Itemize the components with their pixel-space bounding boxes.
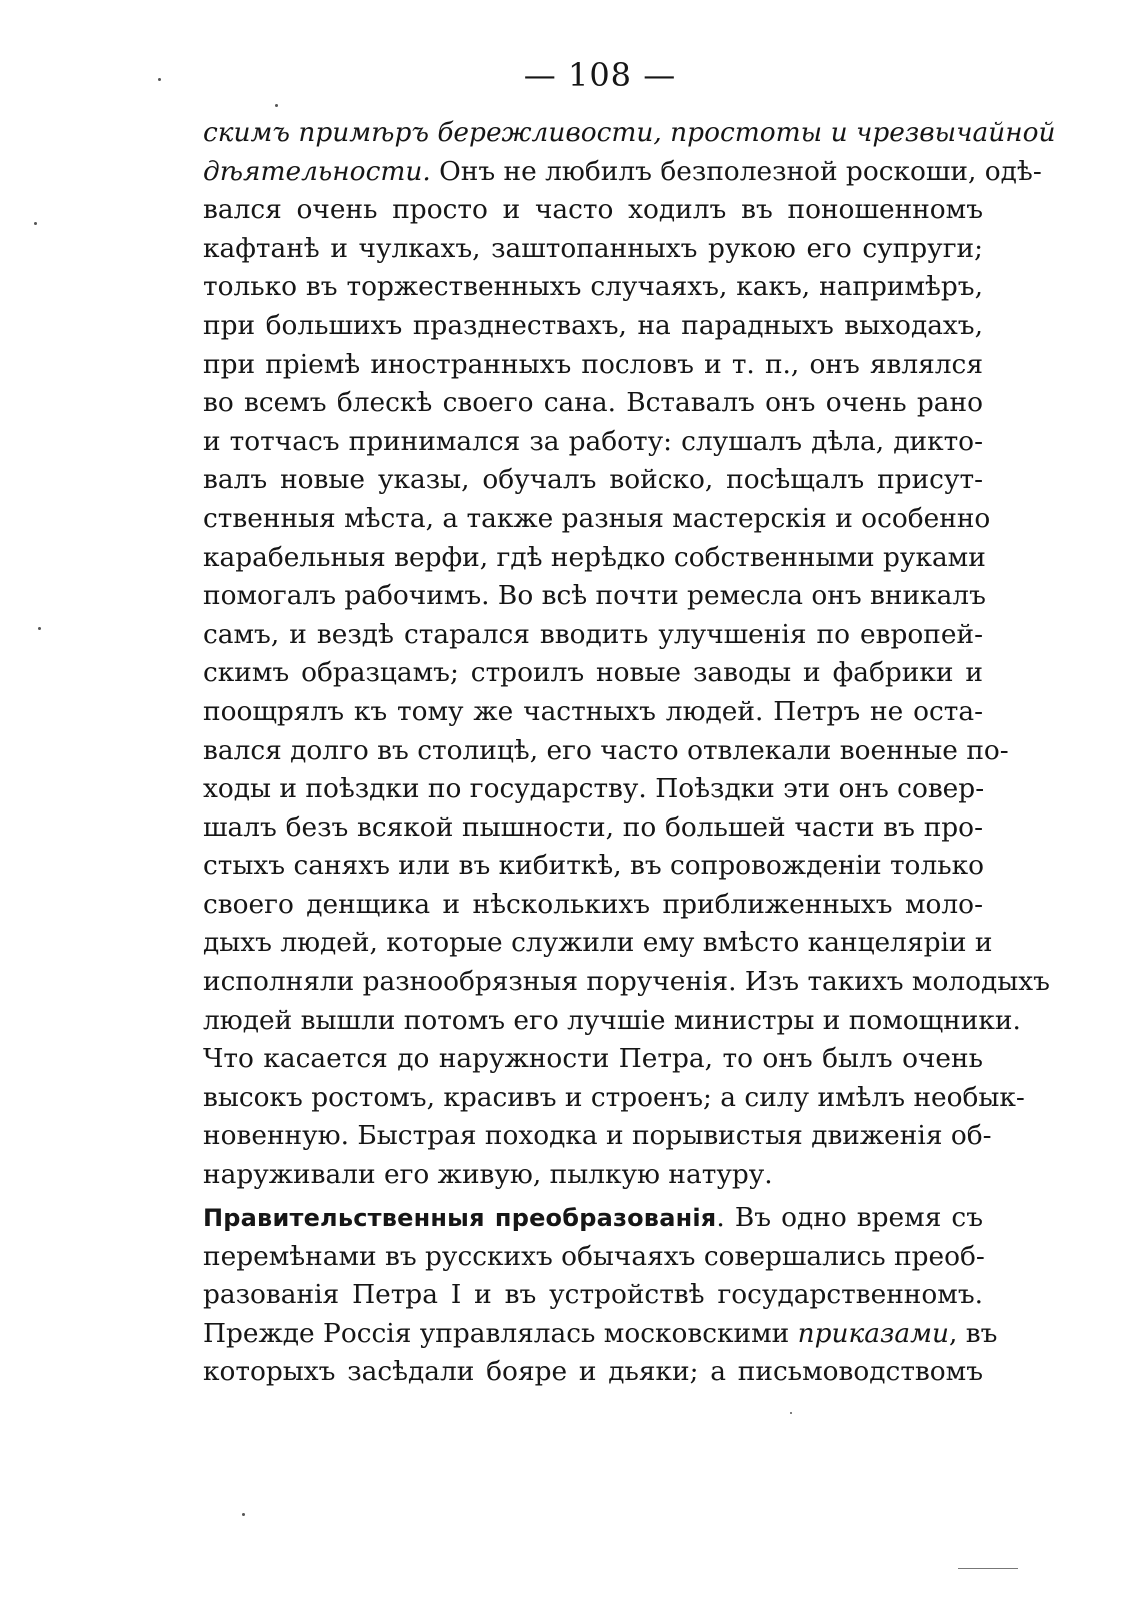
paragraph-peter-character (203, 114, 1056, 1195)
text-line: наруживали его живую, пылкую натуру. (203, 1159, 773, 1191)
text-line: стыхъ саняхъ или въ кибиткѣ, въ сопровожденіи только (203, 850, 984, 882)
paragraph-government-reforms (203, 1199, 998, 1392)
text-line: которыхъ засѣдали бояре и дьяки; а письмоводствомъ (203, 1356, 983, 1388)
text-line (203, 1315, 998, 1354)
text-line: перемѣнами въ русскихъ обычаяхъ совершались преоб- (203, 1240, 985, 1272)
text-run: . Въ одно время съ (716, 1202, 983, 1233)
text-line: вался очень просто и часто ходилъ въ поношенномъ (203, 194, 983, 226)
text-line (203, 153, 1042, 192)
text-run: Прежде Россія управлялась московскими (203, 1317, 798, 1349)
text-line: при пріемѣ иностранныхъ пословъ и т. п., онъ являлся (203, 348, 983, 380)
text-line: дыхъ людей, которые служили ему вмѣсто канцеляріи и (203, 927, 993, 959)
scan-dash (958, 1568, 1018, 1569)
scan-speck (38, 627, 41, 630)
text-line: скимъ образцамъ; строилъ новые заводы и фабрики и (203, 657, 983, 689)
text-line: людей вышли потомъ его лучшіе министры и помощники. (203, 1004, 1021, 1036)
text-line: вался долго въ столицѣ, его часто отвлекали военные по- (203, 734, 1009, 766)
text-line: самъ, и вездѣ старался вводить улучшенія по европей- (203, 618, 983, 650)
text-line: карабельныя верфи, гдѣ нерѣдко собственными руками (203, 541, 986, 573)
text-line: ходы и поѣздки по государству. Поѣздки эти онъ совер- (203, 773, 985, 805)
text-line: при большихъ празднествахъ, на парадныхъ выходахъ, (203, 309, 983, 341)
text-line: ственныя мѣста, а также разныя мастерскія и особенно (203, 502, 991, 534)
italic-emphasis: скимъ примѣръ бережливости, простоты и чрезвычайной (203, 117, 1056, 148)
text-line: высокъ ростомъ, красивъ и строенъ; а силу имѣлъ необык- (203, 1081, 1025, 1113)
text-line: новенную. Быстрая походка и порывистыя движенія об- (203, 1120, 992, 1152)
scan-speck (158, 78, 161, 81)
text-line: валъ новые указы, обучалъ войско, посѣщалъ присут- (203, 464, 983, 496)
scan-speck (34, 222, 37, 225)
scan-speck (275, 104, 278, 107)
scan-speck (790, 1412, 792, 1414)
text-run: , въ (949, 1317, 998, 1349)
text-line (203, 114, 1056, 153)
text-line: исполняли разнообрязныя порученія. Изъ такихъ молодыхъ (203, 966, 1050, 998)
text-line: разованія Петра I и въ устройствѣ государственномъ. (203, 1279, 983, 1311)
italic-emphasis: приказами (797, 1317, 949, 1349)
text-run: Онъ не любилъ безполезной роскоши, одѣ- (430, 155, 1042, 187)
text-line: своего денщика и нѣсколькихъ приближенныхъ моло- (203, 888, 983, 920)
text-line: во всемъ блескѣ своего сана. Вставалъ онъ очень рано (203, 387, 983, 419)
text-line: помогалъ рабочимъ. Во всѣ почти ремесла онъ вникалъ (203, 580, 986, 612)
text-line: Что касается до наружности Петра, то онъ былъ очень (203, 1043, 983, 1075)
text-line: кафтанѣ и чулкахъ, заштопанныхъ рукою его супруги; (203, 232, 983, 264)
text-line (203, 1199, 983, 1238)
italic-emphasis: дѣятельности. (203, 155, 431, 187)
text-line: только въ торжественныхъ случаяхъ, какъ, напримѣръ, (203, 271, 983, 303)
scan-speck (242, 1513, 245, 1516)
text-line: и тотчасъ принимался за работу: слушалъ дѣла, дикто- (203, 425, 983, 457)
text-line: шалъ безъ всякой пышности, по большей части въ про- (203, 811, 983, 843)
text-line: поощрялъ къ тому же частныхъ людей. Петръ не оста- (203, 695, 983, 727)
section-heading: Правительственныя преобразованія (203, 1204, 717, 1232)
page-number: — 108 — (523, 56, 677, 94)
